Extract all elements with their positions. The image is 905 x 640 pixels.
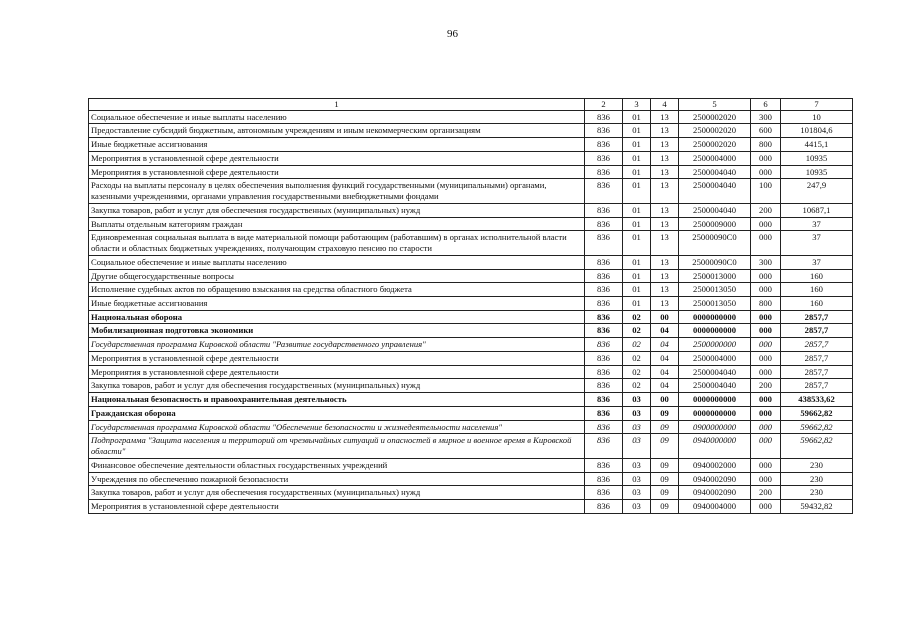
- cell-subsection: 00: [651, 310, 679, 324]
- cell-expense-type: 000: [751, 165, 781, 179]
- table-row: [89, 486, 853, 500]
- cell-amount: 10935: [781, 165, 853, 179]
- cell-subsection: 13: [651, 255, 679, 269]
- table-row: [89, 151, 853, 165]
- header-row: [89, 99, 853, 111]
- cell-target-item: 2500013050: [679, 297, 751, 311]
- cell-amount: 2857,7: [781, 324, 853, 338]
- cell-name: Мероприятия в установленной сфере деятельности: [89, 365, 585, 379]
- cell-subsection: 04: [651, 351, 679, 365]
- cell-target-item: 0940000000: [679, 434, 751, 458]
- cell-name: Иные бюджетные ассигнования: [89, 138, 585, 152]
- cell-subsection: 09: [651, 420, 679, 434]
- cell-target-item: 0000000000: [679, 393, 751, 407]
- cell-expense-type: 000: [751, 231, 781, 255]
- cell-expense-type: 800: [751, 138, 781, 152]
- cell-section: 01: [623, 269, 651, 283]
- cell-amount: 247,9: [781, 179, 853, 203]
- cell-expense-type: 600: [751, 124, 781, 138]
- cell-target-item: 2500004040: [679, 203, 751, 217]
- cell-amount: 160: [781, 297, 853, 311]
- table-body: [89, 110, 853, 513]
- cell-subsection: 09: [651, 458, 679, 472]
- cell-section: 02: [623, 338, 651, 352]
- cell-section: 01: [623, 138, 651, 152]
- table-row: [89, 138, 853, 152]
- cell-section: 01: [623, 217, 651, 231]
- cell-admin-code: 836: [585, 255, 623, 269]
- cell-target-item: 2500009000: [679, 217, 751, 231]
- cell-section: 02: [623, 310, 651, 324]
- cell-admin-code: 836: [585, 500, 623, 514]
- cell-expense-type: 000: [751, 310, 781, 324]
- cell-expense-type: 000: [751, 324, 781, 338]
- cell-section: 01: [623, 283, 651, 297]
- cell-name: Выплаты отдельным категориям граждан: [89, 217, 585, 231]
- cell-subsection: 04: [651, 379, 679, 393]
- cell-target-item: 0000000000: [679, 310, 751, 324]
- table-row: [89, 217, 853, 231]
- table-row: [89, 269, 853, 283]
- cell-target-item: 2500004040: [679, 365, 751, 379]
- cell-section: 03: [623, 500, 651, 514]
- cell-expense-type: 000: [751, 151, 781, 165]
- table-row: [89, 255, 853, 269]
- table-row: [89, 203, 853, 217]
- cell-admin-code: 836: [585, 458, 623, 472]
- cell-amount: 230: [781, 458, 853, 472]
- cell-amount: 160: [781, 269, 853, 283]
- table-row: [89, 165, 853, 179]
- table-row: [89, 310, 853, 324]
- cell-section: 01: [623, 203, 651, 217]
- cell-subsection: 13: [651, 203, 679, 217]
- table-row: [89, 110, 853, 124]
- header-col-5: 5: [679, 99, 751, 111]
- cell-name: Государственная программа Кировской области "Обеспечение безопасности и жизнедеятельности населения": [89, 420, 585, 434]
- table-row: [89, 338, 853, 352]
- cell-section: 02: [623, 351, 651, 365]
- cell-subsection: 13: [651, 124, 679, 138]
- cell-expense-type: 200: [751, 379, 781, 393]
- cell-amount: 101804,6: [781, 124, 853, 138]
- cell-expense-type: 300: [751, 255, 781, 269]
- cell-name: Мероприятия в установленной сфере деятельности: [89, 500, 585, 514]
- table-row: [89, 434, 853, 458]
- cell-section: 01: [623, 110, 651, 124]
- cell-target-item: 0000000000: [679, 406, 751, 420]
- cell-amount: 2857,7: [781, 310, 853, 324]
- cell-expense-type: 000: [751, 458, 781, 472]
- cell-name: Закупка товаров, работ и услуг для обеспечения государственных (муниципальных) нужд: [89, 203, 585, 217]
- cell-section: 03: [623, 393, 651, 407]
- cell-name: Закупка товаров, работ и услуг для обеспечения государственных (муниципальных) нужд: [89, 379, 585, 393]
- cell-subsection: 13: [651, 151, 679, 165]
- cell-admin-code: 836: [585, 269, 623, 283]
- cell-admin-code: 836: [585, 393, 623, 407]
- cell-subsection: 13: [651, 179, 679, 203]
- cell-admin-code: 836: [585, 324, 623, 338]
- cell-target-item: 25000090С0: [679, 255, 751, 269]
- cell-subsection: 13: [651, 297, 679, 311]
- cell-amount: 230: [781, 472, 853, 486]
- cell-target-item: 0940002090: [679, 486, 751, 500]
- cell-amount: 59432,82: [781, 500, 853, 514]
- cell-name: Мероприятия в установленной сфере деятельности: [89, 165, 585, 179]
- cell-section: 01: [623, 297, 651, 311]
- table-row: [89, 297, 853, 311]
- cell-admin-code: 836: [585, 472, 623, 486]
- cell-amount: 59662,82: [781, 420, 853, 434]
- cell-subsection: 09: [651, 406, 679, 420]
- cell-section: 03: [623, 486, 651, 500]
- cell-target-item: 0940004000: [679, 500, 751, 514]
- header-col-7: 7: [781, 99, 853, 111]
- cell-admin-code: 836: [585, 151, 623, 165]
- cell-target-item: 2500002020: [679, 110, 751, 124]
- cell-target-item: 2500002020: [679, 124, 751, 138]
- cell-name: Иные бюджетные ассигнования: [89, 297, 585, 311]
- cell-name: Учреждения по обеспечению пожарной безопасности: [89, 472, 585, 486]
- cell-admin-code: 836: [585, 365, 623, 379]
- cell-subsection: 13: [651, 231, 679, 255]
- cell-expense-type: 000: [751, 420, 781, 434]
- cell-subsection: 13: [651, 165, 679, 179]
- cell-subsection: 04: [651, 324, 679, 338]
- cell-subsection: 13: [651, 138, 679, 152]
- cell-name: Социальное обеспечение и иные выплаты населению: [89, 255, 585, 269]
- cell-target-item: 0900000000: [679, 420, 751, 434]
- cell-name: Национальная безопасность и правоохранительная деятельность: [89, 393, 585, 407]
- cell-name: Мероприятия в установленной сфере деятельности: [89, 351, 585, 365]
- cell-expense-type: 000: [751, 500, 781, 514]
- table-row: [89, 283, 853, 297]
- cell-admin-code: 836: [585, 379, 623, 393]
- cell-section: 03: [623, 420, 651, 434]
- cell-admin-code: 836: [585, 283, 623, 297]
- cell-name: Мобилизационная подготовка экономики: [89, 324, 585, 338]
- cell-subsection: 04: [651, 338, 679, 352]
- cell-amount: 230: [781, 486, 853, 500]
- cell-admin-code: 836: [585, 217, 623, 231]
- cell-target-item: 2500013050: [679, 283, 751, 297]
- cell-subsection: 09: [651, 486, 679, 500]
- cell-section: 02: [623, 379, 651, 393]
- cell-amount: 2857,7: [781, 338, 853, 352]
- table-row: [89, 458, 853, 472]
- cell-name: Единовременная социальная выплата в виде материальной помощи работающим (работавшим) в органах исполнительной власти области и областных бюджетных учреждениях, получающим страховую пенсию по старости: [89, 231, 585, 255]
- cell-target-item: 2500004040: [679, 379, 751, 393]
- cell-admin-code: 836: [585, 124, 623, 138]
- cell-admin-code: 836: [585, 310, 623, 324]
- cell-admin-code: 836: [585, 434, 623, 458]
- cell-target-item: 2500004000: [679, 351, 751, 365]
- cell-target-item: 25000090С0: [679, 231, 751, 255]
- cell-target-item: 0000000000: [679, 324, 751, 338]
- cell-admin-code: 836: [585, 165, 623, 179]
- cell-amount: 37: [781, 231, 853, 255]
- cell-name: Социальное обеспечение и иные выплаты населению: [89, 110, 585, 124]
- cell-subsection: 00: [651, 393, 679, 407]
- cell-name: Мероприятия в установленной сфере деятельности: [89, 151, 585, 165]
- table-row: [89, 124, 853, 138]
- cell-target-item: 0940002000: [679, 458, 751, 472]
- cell-target-item: 2500000000: [679, 338, 751, 352]
- cell-admin-code: 836: [585, 406, 623, 420]
- table-row: [89, 406, 853, 420]
- cell-amount: 160: [781, 283, 853, 297]
- table-row: [89, 324, 853, 338]
- header-col-3: 3: [623, 99, 651, 111]
- cell-amount: 59662,82: [781, 406, 853, 420]
- cell-expense-type: 000: [751, 283, 781, 297]
- cell-amount: 10: [781, 110, 853, 124]
- cell-amount: 4415,1: [781, 138, 853, 152]
- table-row: [89, 393, 853, 407]
- table-row: [89, 472, 853, 486]
- header-col-4: 4: [651, 99, 679, 111]
- cell-name: Финансовое обеспечение деятельности областных государственных учреждений: [89, 458, 585, 472]
- cell-name: Подпрограмма "Защита населения и территорий от чрезвычайных ситуаций и опасностей в мирное и военное время в Кировской области": [89, 434, 585, 458]
- cell-admin-code: 836: [585, 179, 623, 203]
- cell-name: Закупка товаров, работ и услуг для обеспечения государственных (муниципальных) нужд: [89, 486, 585, 500]
- cell-amount: 2857,7: [781, 379, 853, 393]
- cell-target-item: 2500002020: [679, 138, 751, 152]
- cell-expense-type: 300: [751, 110, 781, 124]
- cell-expense-type: 000: [751, 217, 781, 231]
- cell-amount: 2857,7: [781, 351, 853, 365]
- cell-admin-code: 836: [585, 203, 623, 217]
- cell-subsection: 13: [651, 110, 679, 124]
- cell-admin-code: 836: [585, 486, 623, 500]
- cell-section: 02: [623, 365, 651, 379]
- cell-target-item: 2500004040: [679, 179, 751, 203]
- cell-section: 01: [623, 124, 651, 138]
- cell-section: 03: [623, 458, 651, 472]
- cell-section: 01: [623, 179, 651, 203]
- cell-admin-code: 836: [585, 338, 623, 352]
- cell-subsection: 13: [651, 217, 679, 231]
- cell-amount: 2857,7: [781, 365, 853, 379]
- cell-subsection: 09: [651, 472, 679, 486]
- cell-admin-code: 836: [585, 231, 623, 255]
- cell-expense-type: 000: [751, 365, 781, 379]
- table-row: [89, 365, 853, 379]
- cell-name: Государственная программа Кировской области "Развитие государственного управления": [89, 338, 585, 352]
- cell-expense-type: 000: [751, 406, 781, 420]
- cell-amount: 37: [781, 255, 853, 269]
- cell-target-item: 2500013000: [679, 269, 751, 283]
- cell-target-item: 0940002090: [679, 472, 751, 486]
- table-row: [89, 231, 853, 255]
- cell-admin-code: 836: [585, 297, 623, 311]
- cell-target-item: 2500004000: [679, 151, 751, 165]
- cell-amount: 10935: [781, 151, 853, 165]
- header-col-1: 1: [89, 99, 585, 111]
- cell-name: Другие общегосударственные вопросы: [89, 269, 585, 283]
- table-row: [89, 500, 853, 514]
- cell-amount: 59662,82: [781, 434, 853, 458]
- table-row: [89, 179, 853, 203]
- cell-expense-type: 000: [751, 393, 781, 407]
- cell-expense-type: 000: [751, 338, 781, 352]
- cell-expense-type: 200: [751, 203, 781, 217]
- table-row: [89, 420, 853, 434]
- cell-admin-code: 836: [585, 138, 623, 152]
- cell-amount: 10687,1: [781, 203, 853, 217]
- table-row: [89, 351, 853, 365]
- cell-target-item: 2500004040: [679, 165, 751, 179]
- cell-expense-type: 000: [751, 472, 781, 486]
- cell-expense-type: 000: [751, 269, 781, 283]
- cell-section: 03: [623, 406, 651, 420]
- page-number: 96: [447, 28, 458, 40]
- cell-name: Предоставление субсидий бюджетным, автономным учреждениям и иным некоммерческим организациям: [89, 124, 585, 138]
- cell-name: Исполнение судебных актов по обращению взыскания на средства областного бюджета: [89, 283, 585, 297]
- cell-subsection: 09: [651, 500, 679, 514]
- cell-section: 01: [623, 231, 651, 255]
- budget-table: [88, 98, 853, 514]
- cell-section: 01: [623, 165, 651, 179]
- cell-subsection: 13: [651, 269, 679, 283]
- header-col-6: 6: [751, 99, 781, 111]
- cell-expense-type: 200: [751, 486, 781, 500]
- cell-expense-type: 000: [751, 351, 781, 365]
- cell-name: Национальная оборона: [89, 310, 585, 324]
- cell-subsection: 13: [651, 283, 679, 297]
- cell-name: Гражданская оборона: [89, 406, 585, 420]
- cell-admin-code: 836: [585, 110, 623, 124]
- cell-expense-type: 100: [751, 179, 781, 203]
- cell-admin-code: 836: [585, 420, 623, 434]
- cell-section: 03: [623, 434, 651, 458]
- cell-section: 03: [623, 472, 651, 486]
- cell-name: Расходы на выплаты персоналу в целях обеспечения выполнения функций государственными (муниципальными) органами, казенными учреждениями, органами управления государственными внебюджетными фондами: [89, 179, 585, 203]
- cell-expense-type: 800: [751, 297, 781, 311]
- cell-subsection: 04: [651, 365, 679, 379]
- cell-subsection: 09: [651, 434, 679, 458]
- cell-expense-type: 000: [751, 434, 781, 458]
- table-row: [89, 379, 853, 393]
- cell-amount: 438533,62: [781, 393, 853, 407]
- cell-admin-code: 836: [585, 351, 623, 365]
- cell-section: 01: [623, 151, 651, 165]
- header-col-2: 2: [585, 99, 623, 111]
- cell-section: 01: [623, 255, 651, 269]
- cell-amount: 37: [781, 217, 853, 231]
- cell-section: 02: [623, 324, 651, 338]
